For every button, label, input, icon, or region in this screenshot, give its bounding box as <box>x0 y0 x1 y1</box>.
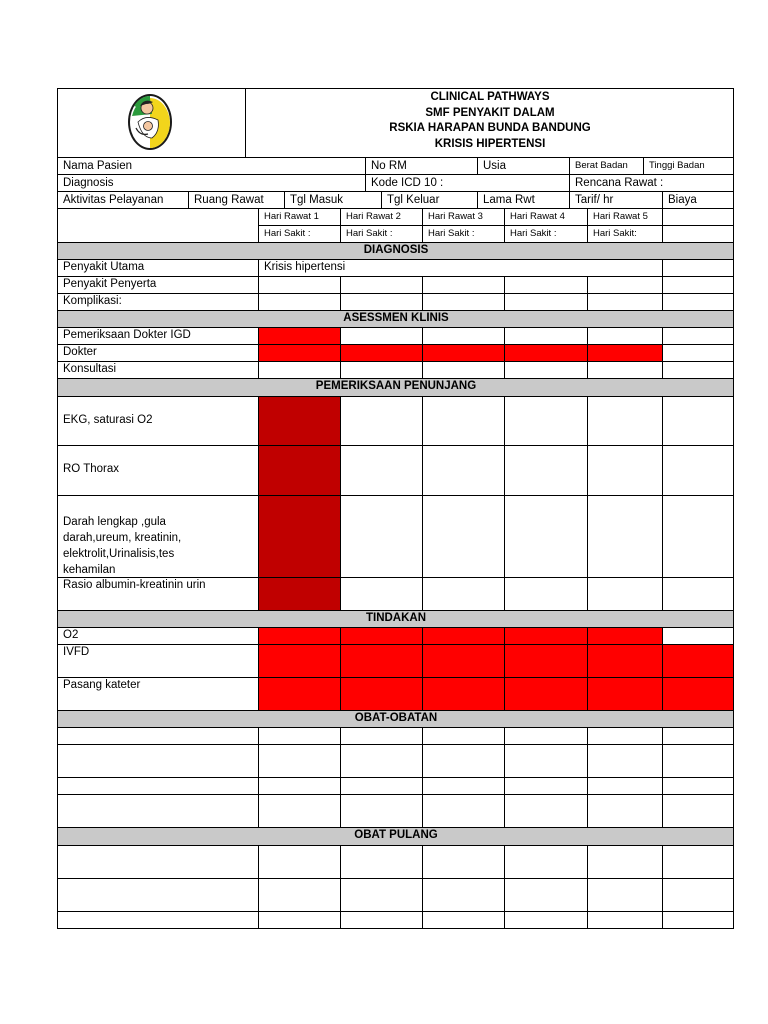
cell-filled <box>258 445 340 495</box>
ro-thorax-label: RO Thorax <box>57 445 258 495</box>
cell <box>258 878 340 911</box>
hari-sakit-3: Hari Sakit : <box>422 225 504 242</box>
cell <box>587 777 662 794</box>
rasio-albumin-label: Rasio albumin-kreatinin urin <box>57 577 258 610</box>
penyakit-utama-label: Penyakit Utama <box>57 259 258 276</box>
cell <box>57 911 258 929</box>
cell <box>587 727 662 744</box>
cell <box>504 794 587 827</box>
cell <box>258 911 340 929</box>
section-diagnosis: DIAGNOSIS <box>57 242 734 259</box>
cell <box>422 276 504 293</box>
cell <box>662 727 734 744</box>
cell-filled <box>258 396 340 445</box>
cell <box>57 744 258 777</box>
cell-filled <box>587 344 662 361</box>
cell-filled <box>258 577 340 610</box>
cell <box>587 445 662 495</box>
cell <box>504 911 587 929</box>
cell <box>504 445 587 495</box>
berat-badan-label: Berat Badan <box>569 157 643 174</box>
cell <box>587 293 662 310</box>
kode-icd-label: Kode ICD 10 : <box>365 174 569 191</box>
cell <box>422 878 504 911</box>
biaya-label: Biaya <box>662 191 734 208</box>
komplikasi-label: Komplikasi: <box>57 293 258 310</box>
cell <box>504 777 587 794</box>
cell <box>57 878 258 911</box>
cell <box>504 577 587 610</box>
cell <box>662 276 734 293</box>
cell <box>258 361 340 378</box>
cell-filled <box>258 327 340 344</box>
section-asesmen-klinis: ASESSMEN KLINIS <box>57 310 734 327</box>
tinggi-badan-label: Tinggi Badan <box>643 157 734 174</box>
cell <box>662 577 734 610</box>
konsultasi-label: Konsultasi <box>57 361 258 378</box>
cell <box>587 744 662 777</box>
cell <box>587 495 662 577</box>
cell <box>504 276 587 293</box>
cell <box>504 361 587 378</box>
cell <box>504 396 587 445</box>
cell <box>422 327 504 344</box>
header-title-line-3: RSKIA HARAPAN BUNDA BANDUNG <box>389 122 591 134</box>
darah-lengkap-label: Darah lengkap ,gula darah,ureum, kreatinin, elektrolit,Urinalisis,tes kehamilan <box>57 495 258 577</box>
cell <box>422 794 504 827</box>
ivfd-label: IVFD <box>57 644 258 677</box>
hari-rawat-5: Hari Rawat 5 <box>587 208 662 225</box>
cell-filled <box>662 644 734 677</box>
rencana-rawat-label: Rencana Rawat : <box>569 174 734 191</box>
cell <box>258 777 340 794</box>
section-obat-pulang: OBAT PULANG <box>57 827 734 845</box>
cell <box>662 361 734 378</box>
cell-filled <box>662 677 734 710</box>
cell-filled <box>504 677 587 710</box>
hari-sakit-extra <box>662 225 734 242</box>
cell <box>340 276 422 293</box>
cell <box>662 777 734 794</box>
cell <box>587 327 662 344</box>
hari-sakit-5: Hari Sakit: <box>587 225 662 242</box>
cell <box>587 396 662 445</box>
cell <box>340 777 422 794</box>
section-tindakan: TINDAKAN <box>57 610 734 627</box>
cell <box>662 396 734 445</box>
cell <box>422 293 504 310</box>
cell <box>662 794 734 827</box>
cell <box>422 445 504 495</box>
cell <box>422 727 504 744</box>
cell <box>340 327 422 344</box>
cell <box>422 777 504 794</box>
cell-filled <box>340 627 422 644</box>
cell-filled <box>258 495 340 577</box>
nama-pasien-label: Nama Pasien <box>57 157 365 174</box>
cell-filled <box>422 627 504 644</box>
cell <box>587 577 662 610</box>
cell <box>340 744 422 777</box>
hari-sakit-1: Hari Sakit : <box>258 225 340 242</box>
cell <box>57 777 258 794</box>
cell <box>340 293 422 310</box>
cell <box>258 845 340 878</box>
cell <box>504 327 587 344</box>
cell-filled <box>258 677 340 710</box>
lama-rwt-label: Lama Rwt <box>477 191 569 208</box>
cell-filled <box>258 644 340 677</box>
cell <box>258 727 340 744</box>
section-obat-obatan: OBAT-OBATAN <box>57 710 734 727</box>
cell <box>662 744 734 777</box>
tgl-masuk-label: Tgl Masuk <box>284 191 381 208</box>
cell <box>422 744 504 777</box>
cell <box>422 845 504 878</box>
diagnosis-label: Diagnosis <box>57 174 365 191</box>
cell <box>340 794 422 827</box>
cell <box>662 445 734 495</box>
cell <box>662 344 734 361</box>
cell <box>340 577 422 610</box>
cell <box>587 361 662 378</box>
cell <box>340 878 422 911</box>
day-label-blank <box>57 208 258 242</box>
cell <box>662 845 734 878</box>
ekg-label: EKG, saturasi O2 <box>57 396 258 445</box>
cell <box>504 744 587 777</box>
header-title-line-1: CLINICAL PATHWAYS <box>430 91 550 103</box>
cell-filled <box>258 344 340 361</box>
cell <box>258 293 340 310</box>
hari-rawat-1: Hari Rawat 1 <box>258 208 340 225</box>
tarif-hr-label: Tarif/ hr <box>569 191 662 208</box>
cell-filled <box>422 344 504 361</box>
cell-filled <box>340 677 422 710</box>
clinical-pathway-form <box>57 88 734 929</box>
hari-sakit-2: Hari Sakit : <box>340 225 422 242</box>
cell <box>662 495 734 577</box>
hari-rawat-4: Hari Rawat 4 <box>504 208 587 225</box>
header-title-line-4: KRISIS HIPERTENSI <box>434 137 546 150</box>
cell-filled <box>422 644 504 677</box>
cell <box>340 727 422 744</box>
cell-filled <box>504 627 587 644</box>
cell <box>57 845 258 878</box>
cell-filled <box>340 344 422 361</box>
cell <box>504 293 587 310</box>
cell <box>504 495 587 577</box>
cell-filled <box>340 644 422 677</box>
mother-child-logo-icon <box>126 92 174 152</box>
cell <box>422 495 504 577</box>
cell <box>504 845 587 878</box>
cell <box>587 878 662 911</box>
cell <box>340 396 422 445</box>
cell <box>340 845 422 878</box>
cell <box>340 495 422 577</box>
hari-rawat-2: Hari Rawat 2 <box>340 208 422 225</box>
cell <box>662 627 734 644</box>
cell <box>587 276 662 293</box>
cell <box>422 911 504 929</box>
section-pemeriksaan-penunjang: PEMERIKSAAN PENUNJANG <box>57 378 734 396</box>
cell <box>258 794 340 827</box>
tgl-keluar-label: Tgl Keluar <box>381 191 477 208</box>
cell <box>340 361 422 378</box>
pasang-kateter-label: Pasang kateter <box>57 677 258 710</box>
cell-filled <box>587 644 662 677</box>
header-title-cell <box>245 88 734 157</box>
cell-filled <box>422 677 504 710</box>
cell <box>422 396 504 445</box>
cell <box>57 794 258 827</box>
hari-sakit-4: Hari Sakit : <box>504 225 587 242</box>
no-rm-label: No RM <box>365 157 477 174</box>
cell <box>258 744 340 777</box>
cell <box>662 911 734 929</box>
cell <box>587 845 662 878</box>
cell <box>57 727 258 744</box>
cell-filled <box>504 344 587 361</box>
penyakit-utama-value: Krisis hipertensi <box>258 259 662 276</box>
cell-filled <box>587 627 662 644</box>
cell <box>504 878 587 911</box>
cell <box>340 911 422 929</box>
cell <box>422 361 504 378</box>
hari-rawat-extra <box>662 208 734 225</box>
ruang-rawat-label: Ruang Rawat <box>188 191 284 208</box>
hari-rawat-3: Hari Rawat 3 <box>422 208 504 225</box>
penyakit-penyerta-label: Penyakit Penyerta <box>57 276 258 293</box>
logo-cell <box>57 88 245 157</box>
cell-filled <box>258 627 340 644</box>
cell <box>587 911 662 929</box>
penyakit-utama-extra <box>662 259 734 276</box>
pemeriksaan-dokter-igd-label: Pemeriksaan Dokter IGD <box>57 327 258 344</box>
o2-label: O2 <box>57 627 258 644</box>
header-title-line-2: SMF PENYAKIT DALAM <box>425 106 555 119</box>
cell <box>662 878 734 911</box>
aktivitas-pelayanan-label: Aktivitas Pelayanan <box>57 191 188 208</box>
cell <box>422 577 504 610</box>
cell <box>340 445 422 495</box>
cell <box>258 276 340 293</box>
cell <box>587 794 662 827</box>
usia-label: Usia <box>477 157 569 174</box>
dokter-label: Dokter <box>57 344 258 361</box>
cell <box>662 327 734 344</box>
cell-filled <box>587 677 662 710</box>
cell-filled <box>504 644 587 677</box>
cell <box>504 727 587 744</box>
cell <box>662 293 734 310</box>
